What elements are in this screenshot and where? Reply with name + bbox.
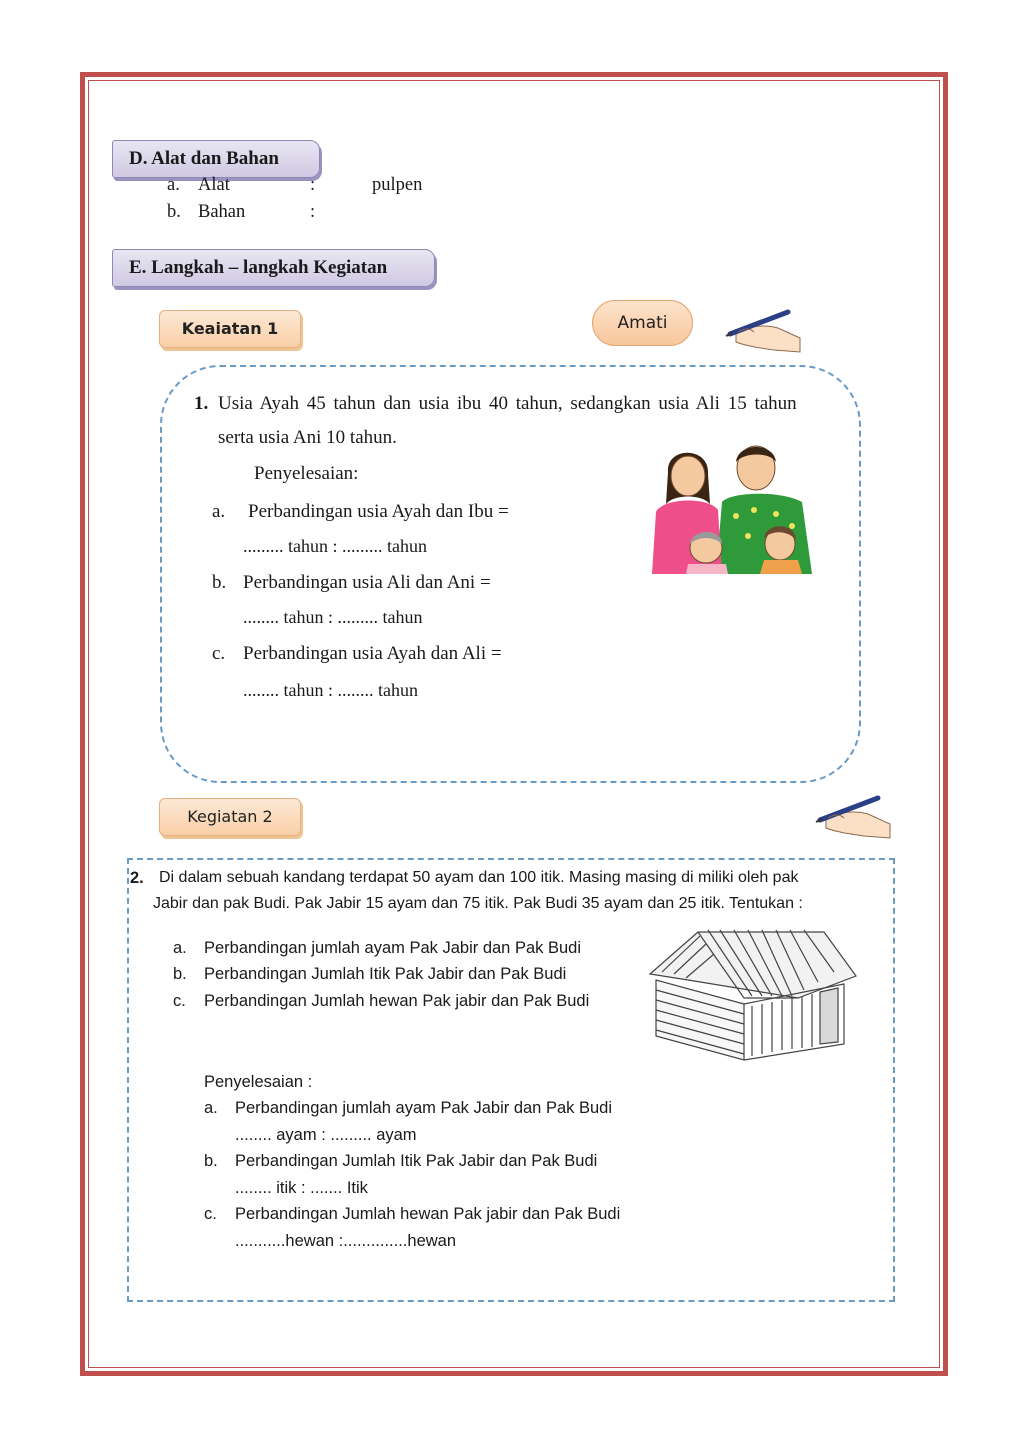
pencil-hand-icon <box>806 790 894 840</box>
problem-1-line-1: Usia Ayah 45 tahun dan usia ibu 40 tahun, sedangkan usia Ali 15 tahun <box>218 393 797 414</box>
question-2b-marker: b. <box>173 965 187 983</box>
question-2c: Perbandingan Jumlah hewan Pak jabir dan Pak Budi <box>204 992 590 1010</box>
item-1b-question: Perbandingan usia Ali dan Ani = <box>243 572 491 593</box>
problem-1-line-2: serta usia Ani 10 tahun. <box>218 427 397 448</box>
item-1b-answer: ........ tahun : ......... tahun <box>243 607 423 627</box>
family-illustration <box>652 440 814 574</box>
answer-2c-marker: c. <box>204 1205 217 1223</box>
problem-2-number: 2. <box>130 869 144 887</box>
kegiatan-2-tab: Kegiatan 2 <box>159 798 301 836</box>
pencil-hand-icon <box>716 304 804 354</box>
problem-2-line-2: Jabir dan pak Budi. Pak Jabir 15 ayam dan 75 itik. Pak Budi 35 ayam dan 25 itik. Tentukan : <box>153 895 803 912</box>
item-1c-answer: ........ tahun : ........ tahun <box>243 680 418 700</box>
question-2c-marker: c. <box>173 992 186 1010</box>
answer-2b-blank: ........ itik : ....... Itik <box>235 1179 368 1197</box>
solution-2-label: Penyelesaian : <box>204 1073 313 1091</box>
answer-2a-marker: a. <box>204 1099 218 1117</box>
problem-1-number: 1. <box>194 393 209 414</box>
kegiatan-1-tab: Keaiatan 1 <box>159 310 301 348</box>
answer-2b: Perbandingan Jumlah Itik Pak Jabir dan Pak Budi <box>235 1152 598 1170</box>
item-1a-marker: a. <box>212 501 226 522</box>
problem-2-line-1: Di dalam sebuah kandang terdapat 50 ayam dan 100 itik. Masing masing di miliki oleh pak <box>159 869 799 886</box>
barn-illustration <box>648 924 860 1062</box>
item-1a-answer: ......... tahun : ......... tahun <box>243 536 427 556</box>
answer-2a-blank: ........ ayam : ......... ayam <box>235 1126 417 1144</box>
question-2b: Perbandingan Jumlah Itik Pak Jabir dan Pak Budi <box>204 965 567 983</box>
answer-2b-marker: b. <box>204 1152 218 1170</box>
answer-2c-blank: ...........hewan :..............hewan <box>235 1232 457 1250</box>
item-1c-question: Perbandingan usia Ayah dan Ali = <box>243 643 502 664</box>
section-d-heading: D. Alat dan Bahan <box>112 140 320 178</box>
item-1a-question: Perbandingan usia Ayah dan Ibu = <box>248 501 509 522</box>
answer-2c: Perbandingan Jumlah hewan Pak jabir dan Pak Budi <box>235 1205 621 1223</box>
question-2a-marker: a. <box>173 939 187 957</box>
answer-2a: Perbandingan jumlah ayam Pak Jabir dan Pak Budi <box>235 1099 612 1117</box>
item-1b-marker: b. <box>212 572 227 593</box>
section-e-heading: E. Langkah – langkah Kegiatan <box>112 249 435 287</box>
question-2a: Perbandingan jumlah ayam Pak Jabir dan Pak Budi <box>204 939 581 957</box>
solution-1-label: Penyelesaian: <box>254 463 359 484</box>
amati-bubble: Amati <box>592 300 693 346</box>
item-1c-marker: c. <box>212 643 226 664</box>
